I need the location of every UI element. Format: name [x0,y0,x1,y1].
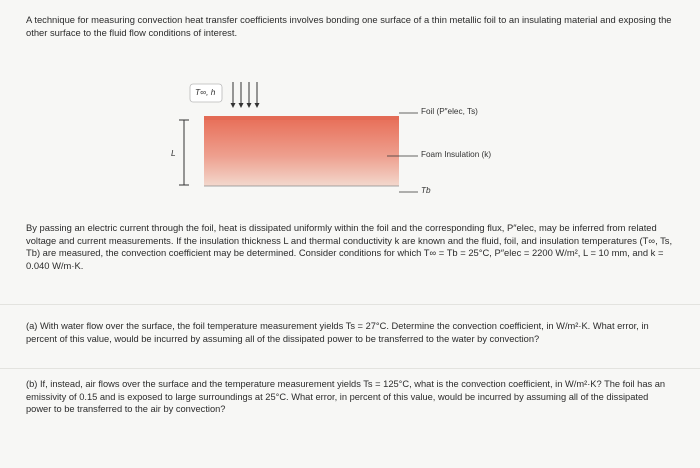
foil-insulation-figure [0,70,700,210]
bottom-temp-label: Tb [421,186,431,195]
thickness-dimension [179,120,189,185]
problem-description: By passing an electric current through the foil, heat is dissipated uniformly within the foil and the corresponding flux, P″elec, may be inferred from related voltage and current measurements. If the insulation thickness L and thermal conductivity k are known and the fluid, foil, and insulation temperatures (T∞, Ts, Tb) are measured, the convection coefficient may be determined. Consider conditions for which T∞ = Tb = 25°C, P″elec = 2200 W/m², L = 10 mm, and k = 0.040 W/m·K. [26,222,673,271]
flow-arrows-icon [233,82,257,104]
problem-intro: A technique for measuring convection heat transfer coefficients involves bonding one surface of a thin metallic foil to an insulating material and exposing the other surface to the fluid flow conditions of interest. [26,14,672,38]
foam-insulation [204,120,399,186]
divider [0,304,700,305]
part-b: (b) If, instead, air flows over the surface and the temperature measurement yields Ts = 125°C, what is the convection coefficient, in W/m²·K? The foil has an emissivity of 0.15 and is exposed to large surroundings at 25°C. What error, in percent of this value, would be incurred by assuming all of the dissipated power to be transferred to the air by convection? [26,379,666,415]
divider [0,368,700,369]
foil-layer [204,116,399,120]
thickness-label: L [171,148,176,158]
part-a: (a) With water flow over the surface, the foil temperature measurement yields Ts = 27°C. Determine the convection coefficient, in W/m²·K. What error, in percent of this value, would be incurred by assuming all of the dissipated power to be transferred to the water by convection? [26,321,649,344]
foil-callout: Foil (P″elec, Ts) [421,107,478,116]
foil-diagram [0,70,700,210]
insulation-callout: Foam Insulation (k) [421,150,492,159]
fluid-label: T∞, h [195,87,216,97]
